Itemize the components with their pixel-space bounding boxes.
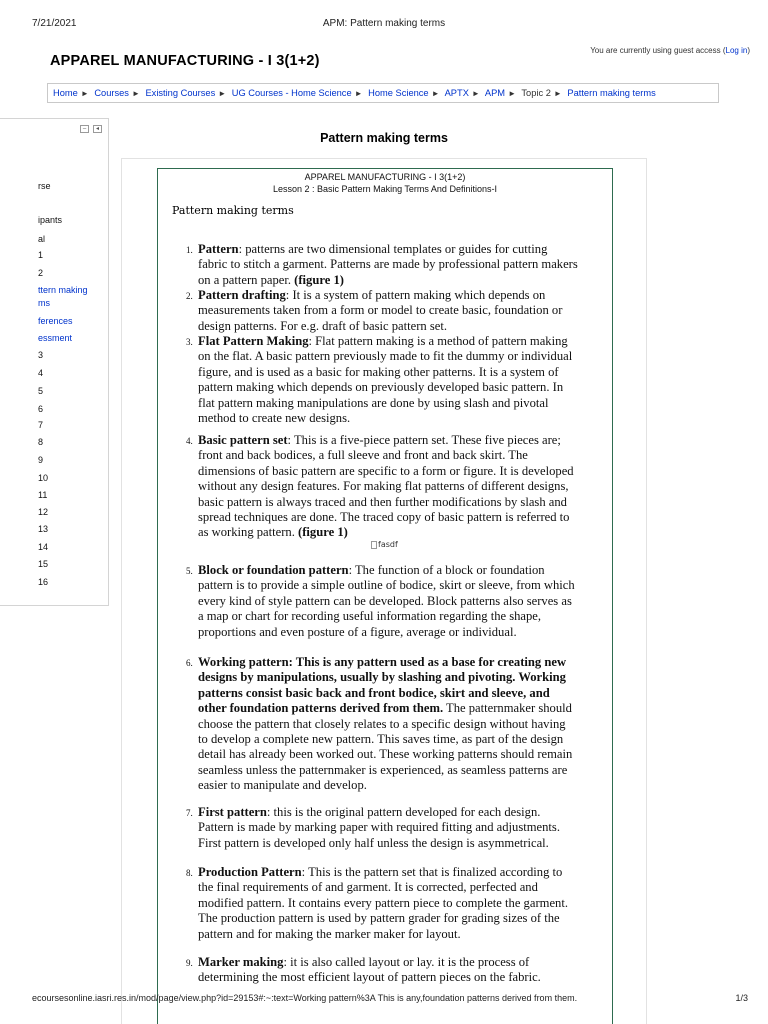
term-definition: : This is the pattern set that is finalized according to the final requirements of and garment. It is corrected, perfected and modified pattern. It contains every pattern piece to complete the garment. The production pattern is used by pattern grader for grading sizes of the pattern and for making the marker maker for layout. <box>198 865 568 941</box>
term-production-pattern <box>186 865 578 942</box>
nav-item[interactable]: 3 <box>38 350 44 360</box>
breadcrumb-separator-icon: ► <box>80 89 89 98</box>
broken-image <box>371 540 398 549</box>
lesson-subtitle: Lesson 2 : Basic Pattern Making Terms And Definitions-I <box>273 184 497 194</box>
lesson-course-name: APPAREL MANUFACTURING - I 3(1+2) <box>304 172 466 182</box>
list-number: 3. <box>186 337 193 347</box>
breadcrumb-item-home-science[interactable]: Home Science <box>368 88 429 98</box>
term-first-pattern <box>186 805 578 851</box>
term-definition: : this is the original pattern developed for each design. Pattern is made by marking paper with required fitting and adjustments. First pattern is developed only half unless the design is asymmetrical. <box>198 805 560 850</box>
list-number: 7. <box>186 808 193 818</box>
breadcrumb-separator-icon: ► <box>431 89 440 98</box>
breadcrumb-separator-icon: ► <box>471 89 480 98</box>
term-definition: : This is a five-piece pattern set. These five pieces are; front and back bodices, a full sleeve and front and back skirt. The dimensions of basic pattern are specific to a form or figure. It is developed without any design features. For making flat patterns of different designs, basic pattern is always traced and then further modifications by slash and spread techniques are done. The traced copy of basic pattern is referred to as working pattern. <box>198 433 574 540</box>
breadcrumb-separator-icon: ► <box>354 89 363 98</box>
nav-item[interactable]: rse <box>38 181 51 191</box>
list-number: 2. <box>186 291 193 301</box>
nav-item[interactable]: 9 <box>38 455 44 465</box>
print-date: 7/21/2021 <box>32 18 77 29</box>
nav-item[interactable]: 16 <box>38 577 49 587</box>
nav-item[interactable]: 15 <box>38 559 49 569</box>
nav-item[interactable]: 1 <box>38 250 44 260</box>
nav-item[interactable]: 6 <box>38 404 44 414</box>
term-marker-making <box>186 955 578 986</box>
term-name: Pattern <box>198 242 239 256</box>
nav-item[interactable]: 14 <box>38 542 49 552</box>
page-title: Pattern making terms <box>320 131 448 145</box>
breadcrumb-separator-icon: ► <box>508 89 516 98</box>
term-basic-pattern-set <box>186 433 578 541</box>
nav-item-references[interactable]: ferences <box>38 316 73 326</box>
breadcrumb-item-courses[interactable]: Courses <box>94 88 129 98</box>
breadcrumb-item-ug-courses[interactable]: UG Courses - Home Science <box>231 88 352 98</box>
nav-item[interactable]: 12 <box>38 507 49 517</box>
login-prefix: You are currently using guest access ( <box>590 46 726 55</box>
term-name: Basic pattern set <box>198 433 288 447</box>
breadcrumb-separator-icon: ► <box>131 89 140 98</box>
term-name: Pattern drafting <box>198 288 286 302</box>
breadcrumb-item-aptx[interactable]: APTX <box>444 88 469 98</box>
login-suffix: ) <box>747 46 750 55</box>
nav-item-assessment[interactable]: essment <box>38 333 73 343</box>
term-definition-bold: : This is any pattern used as a base for creating new designs by manipulations, usually by slashing and pivoting. Working patterns consist basic back and front bodice, skirt and sleeve, and other foundation patterns derived from them. <box>198 655 567 716</box>
nav-item[interactable]: 8 <box>38 437 44 447</box>
breadcrumb-item-existing-courses[interactable]: Existing Courses <box>145 88 216 98</box>
nav-item-pattern-making-terms-cont[interactable]: ms <box>38 298 50 308</box>
term-definition: : The function of a block or foundation pattern is to provide a simple outline of bodice, skirt or sleeve, from which every kind of style pattern can be developed. Block patterns also serves as a map or chart for recording useful information regarding the shape, proportions and even posture of a figure, average or individual. <box>198 563 575 639</box>
term-name: Flat Pattern Making <box>198 334 309 348</box>
nav-item[interactable]: 13 <box>38 524 49 534</box>
breadcrumb-item-topic: Topic 2 <box>521 88 551 98</box>
dock-icon[interactable]: ◂ <box>93 125 102 133</box>
term-flat-pattern-making <box>186 334 578 426</box>
term-definition: : It is a system of pattern making which depends on measurements taken from a form or model to create basic, foundation or design patterns. For e.g. draft of basic pattern set. <box>198 288 563 333</box>
breadcrumb-item-apm[interactable]: APM <box>484 88 506 98</box>
login-link[interactable]: Log in <box>725 46 748 55</box>
breadcrumb-item-current-page[interactable]: Pattern making terms <box>567 88 656 98</box>
image-alt-text: fasdf <box>378 540 398 549</box>
login-info <box>590 46 750 55</box>
nav-item-pattern-making-terms[interactable]: ttern making <box>38 285 88 295</box>
breadcrumb-separator-icon: ► <box>553 89 562 98</box>
term-name: Working pattern <box>198 655 289 669</box>
nav-item[interactable]: 2 <box>38 268 44 278</box>
term-working-pattern <box>186 655 578 794</box>
nav-item[interactable]: ipants <box>38 215 63 225</box>
term-block-pattern <box>186 563 578 640</box>
page-number: 1/3 <box>735 993 748 1003</box>
term-definition: : patterns are two dimensional templates or guides for cutting fabric to stitch a garment. Patterns are made by professional pattern makers on a pattern paper. <box>198 242 578 287</box>
list-number: 8. <box>186 868 193 878</box>
breadcrumb-separator-icon: ► <box>218 89 227 98</box>
nav-item[interactable]: 7 <box>38 420 44 430</box>
term-definition: The patternmaker should choose the pattern that closely relates to a specific design without having to develop a complete new pattern. This saves time, as part of the design detail has already been worked out. These working patterns should remain seamless unless the patternmaker is experienced, as seamless patterns are easier to manipulate and develop. <box>198 701 573 793</box>
term-pattern <box>186 242 578 288</box>
nav-item[interactable]: 5 <box>38 386 44 396</box>
nav-item[interactable]: 10 <box>38 473 49 483</box>
course-title: APPAREL MANUFACTURING - I 3(1+2) <box>50 53 320 69</box>
term-name: First pattern <box>198 805 267 819</box>
list-number: 4. <box>186 436 193 446</box>
term-pattern-drafting <box>186 288 578 334</box>
print-title: APM: Pattern making terms <box>322 18 446 29</box>
minimize-icon[interactable]: – <box>80 125 89 133</box>
term-name: Block or foundation pattern <box>198 563 349 577</box>
content-heading: Pattern making terms <box>172 204 294 217</box>
page-url: ecoursesonline.iasri.res.in/mod/page/view.php?id=29153#:~:text=Working pattern%3A This is any,foundation patterns derived from them. <box>32 993 578 1003</box>
list-number: 5. <box>186 566 193 576</box>
figure-ref: (figure 1) <box>298 525 348 540</box>
list-number: 9. <box>186 958 193 968</box>
list-number: 1. <box>186 245 193 255</box>
broken-image-icon <box>371 541 377 549</box>
breadcrumb-item-home[interactable]: Home <box>53 88 78 98</box>
nav-item[interactable]: 11 <box>38 490 48 500</box>
term-name: Production Pattern <box>198 865 302 879</box>
term-name: Marker making <box>198 955 284 969</box>
nav-item[interactable]: al <box>38 234 46 244</box>
breadcrumb <box>47 83 719 103</box>
navigation-block <box>0 118 109 606</box>
term-definition: : Flat pattern making is a method of pattern making on the flat. A basic pattern previously made to fit the dummy or individual figure, and is used as a basic for making other patterns. It is a system of pattern making which depends on previously developed basic pattern. In flat pattern making manipulations are done by using slash and pivotal method to create new designs. <box>198 334 573 426</box>
nav-item[interactable]: 4 <box>38 368 44 378</box>
figure-ref: (figure 1) <box>294 272 344 287</box>
term-definition: : it is also called layout or lay. it is the process of determining the most efficient layout of pattern pieces on the fabric. <box>198 955 541 985</box>
list-number: 6. <box>186 658 193 668</box>
